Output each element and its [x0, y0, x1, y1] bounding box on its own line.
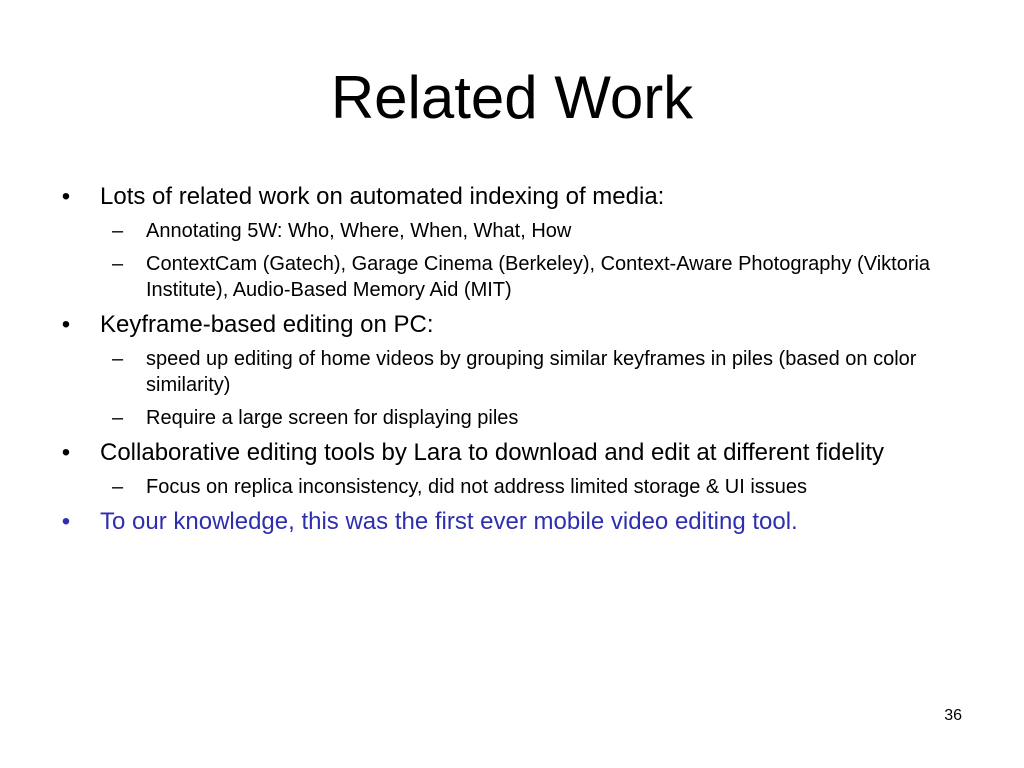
sub-bullet-text: speed up editing of home videos by grouping similar keyframes in piles (based on color similarity): [146, 348, 917, 396]
slide-content: [54, 182, 974, 543]
bullet-mark: •: [61, 508, 71, 535]
bullet-item: [54, 310, 974, 340]
sub-bullet-item: [54, 218, 974, 244]
bullet-text: Lots of related work on automated indexing of media:: [100, 183, 665, 210]
sub-bullet-mark: –: [112, 220, 124, 242]
sub-bullet-text: Annotating 5W: Who, Where, When, What, How: [146, 220, 572, 242]
sub-bullet-text: Require a large screen for displaying piles: [146, 407, 519, 429]
sub-bullet-text: Focus on replica inconsistency, did not address limited storage & UI issues: [146, 476, 808, 498]
page-number: 36: [944, 707, 962, 724]
bullet-mark: •: [61, 311, 71, 338]
bullet-text: To our knowledge, this was the first ever mobile video editing tool.: [100, 508, 798, 535]
sub-bullet-mark: –: [112, 407, 124, 429]
sub-bullet-mark: –: [112, 253, 124, 275]
sub-bullet-item: [54, 405, 974, 431]
bullet-mark: •: [61, 183, 71, 210]
sub-bullet-mark: –: [112, 348, 124, 370]
bullet-item: [54, 438, 974, 468]
bullet-mark: •: [61, 439, 71, 466]
bullet-text: Keyframe-based editing on PC:: [100, 311, 434, 338]
sub-bullet-mark: –: [112, 476, 124, 498]
slide-title: Related Work: [330, 64, 694, 131]
sub-bullet-item: [54, 346, 974, 398]
bullet-text: Collaborative editing tools by Lara to download and edit at different fidelity: [100, 439, 885, 466]
sub-bullet-text: ContextCam (Gatech), Garage Cinema (Berkeley), Context-Aware Photography (Viktoria Institute), Audio-Based Memory Aid (MIT): [146, 253, 931, 301]
sub-bullet-item: [54, 251, 974, 303]
sub-bullet-item: [54, 474, 974, 500]
bullet-item: [54, 182, 974, 212]
bullet-item-highlight: [54, 507, 974, 537]
